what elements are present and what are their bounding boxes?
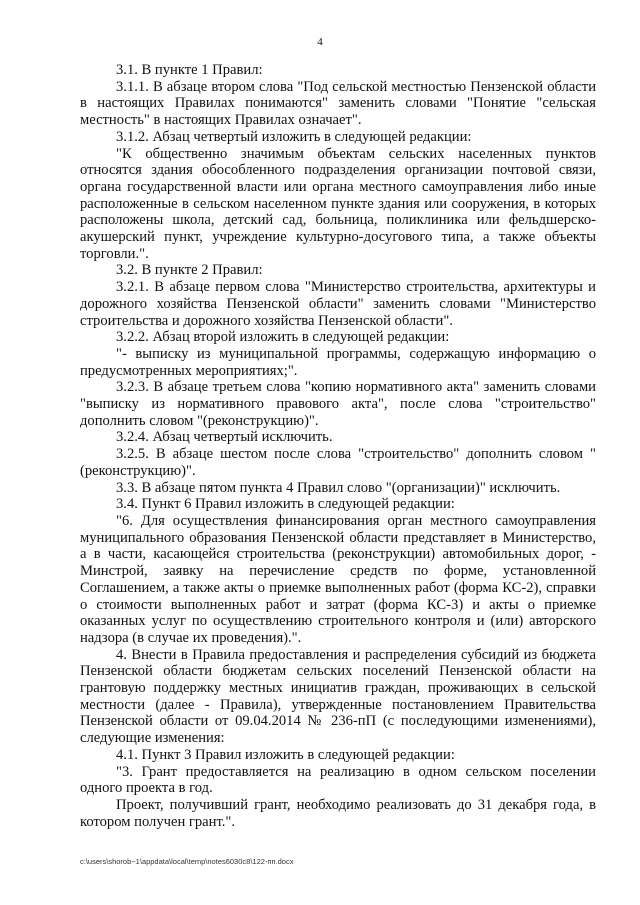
paragraph: 3.2.3. В абзаце третьем слова "копию нормативного акта" заменить словами "выписку из нормативного правового акта", после слова "строительство" дополнить словом "(реконструкцию)". [80,379,596,429]
page-number: 4 [317,36,323,48]
paragraph: "- выписку из муниципальной программы, содержащую информацию о предусмотренных мероприятиях;". [80,345,596,379]
paragraph: 3.2.4. Абзац четвертый исключить. [116,429,333,446]
paragraph: 3.4. Пункт 6 Правил изложить в следующей редакции: [116,496,455,513]
paragraph: "3. Грант предоставляется на реализацию в одном сельском поселении одного проекта в год. [80,763,596,797]
paragraph: 3.3. В абзаце пятом пункта 4 Правил слово "(организации)" исключить. [116,479,561,496]
paragraph: 3.1.1. В абзаце втором слова "Под сельской местностью Пензенской области в настоящих Правилах понимаются" заменить словами "Понятие "сельская местность" в настоящих Правилах означает". [80,78,596,129]
footer-file-path: c:\users\shorob~1\appdata\local\temp\notes6030c8\122-пп.docx [80,857,294,866]
paragraph: 3.2.2. Абзац второй изложить в следующей редакции: [116,329,450,346]
paragraph: 3.1. В пункте 1 Правил: [116,62,263,78]
paragraph: "К общественно значимым объектам сельских населенных пунктов относятся здания обособленного подразделения организации почтовой связи, органа государственной власти или органа местного самоуправления либо иные расположенные в сельском населенном пункте здания или сооружения, в которых расположены школа, детский сад, больница, поликлиника или фельдшерско-акушерский пункт, учреждение культурно-досугового типа, а также объекты торговли.". [80,145,596,262]
paragraph: Проект, получивший грант, необходимо реализовать до 31 декабря года, в котором получен грант.". [80,796,596,830]
paragraph: 3.2. В пункте 2 Правил: [116,262,263,279]
paragraph: 4.1. Пункт 3 Правил изложить в следующей редакции: [116,746,455,763]
paragraph: 3.2.1. В абзаце первом слова "Министерство строительства, архитектуры и дорожного хозяйства Пензенской области" заменить словами "Министерство строительства и дорожного хозяйства Пензенской области". [80,279,596,329]
paragraph: 4. Внести в Правила предоставления и распределения субсидий из бюджета Пензенской области бюджетам сельских поселений Пензенской области на грантовую поддержку местных инициатив граждан, проживающих в сельской местности (далее - Правила), утвержденные постановлением Правительства Пензенской области от 09.04.2014 № 236-пП (с последующими изменениями), следующие изменения: [80,646,596,747]
paragraph: 3.1.2. Абзац четвертый изложить в следующей редакции: [116,128,472,145]
document-body [80,62,596,830]
paragraph: "6. Для осуществления финансирования орган местного самоуправления муниципального образования Пензенской области представляет в Министерство, а в части, касающейся строительства (реконструкции) автомобильных дорог, - Минстрой, заявку на перечисление средств по форме, установленной Соглашением, а также акты о приемке выполненных работ (форма КС-2), справки о стоимости выполненных работ и затрат (форма КС-3) и акты о приемке оказанных услуг по осуществлению строительного контроля и (или) авторского надзора (в случае их проведения).". [80,512,596,646]
paragraph: 3.2.5. В абзаце шестом после слова "строительство" дополнить словом "(реконструкцию)". [80,446,596,479]
